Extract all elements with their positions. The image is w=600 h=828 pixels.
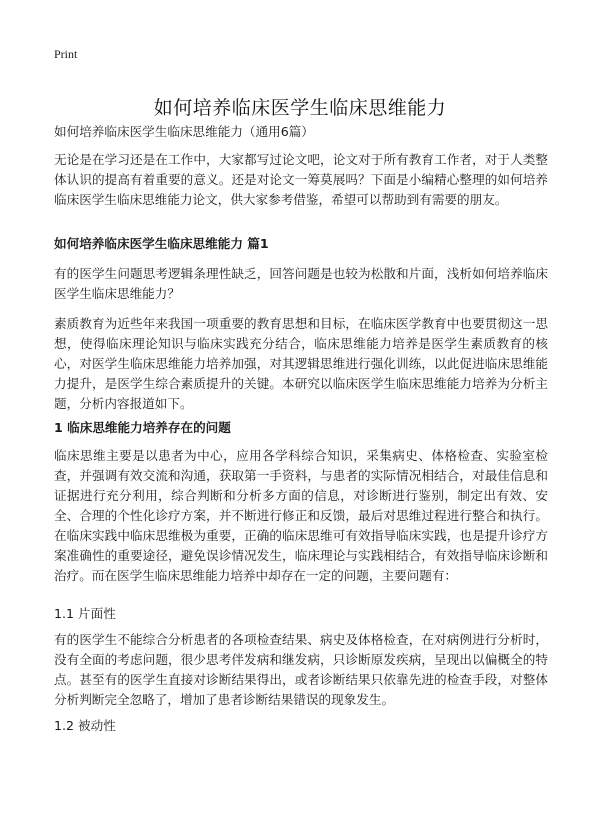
subsection-1-1-heading: 1.1 片面性	[54, 606, 116, 621]
page-title: 如何培养临床医学生临床思维能力	[153, 96, 447, 119]
subsection-1-2-heading: 1.2 被动性	[54, 718, 116, 733]
intro-paragraph: 无论是在学习还是在工作中，大家都写过论文吧，论文对于所有教育工作者，对于人类整体认识的提高有着重要的意义。还是对论文一筹莫展吗？下面是小编精心整理的如何培养临床医学生临床思维能力论文，供大家参考借鉴，希望可以帮助到有需要的朋友。	[54, 152, 548, 207]
part-1-heading: 1 临床思维能力培养存在的问题	[54, 420, 231, 435]
section-1-heading: 如何培养临床医学生临床思维能力 篇1	[54, 236, 269, 251]
subsection-1-1-paragraph: 有的医学生不能综合分析患者的各项检查结果、病史及体格检查，在对病例进行分析时，没有全面的考虑问题，很少思考伴发病和继发病，只诊断原发疾病，呈现出以偏概全的特点。甚至有的医学生直接对诊断结果得出，或者诊断结果只依靠先进的检查手段，对整体分析判断完全忽略了，增加了患者诊断结果错误的现象发生。	[54, 632, 548, 707]
part-1-paragraph: 临床思维主要是以患者为中心，应用各学科综合知识，采集病史、体格检查、实验室检查，并强调有效交流和沟通，获取第一手资料，与患者的实际情况相结合，对最佳信息和证据进行充分利用，综合判断和分析多方面的信息，对诊断进行鉴别，制定出有效、安全、合理的个性化诊疗方案，并不断进行修正和反馈，最后对思维过程进行整合和执行。在临床实践中临床思维极为重要，正确的临床思维可有效指导临床实践，也是提升诊疗方案准确性的重要途径，避免误诊情况发生，临床理论与实践相结合，有效指导临床诊断和治疗。而在医学生临床思维能力培养中却存在一定的问题，主要问题有：	[54, 448, 548, 583]
print-label[interactable]: Print	[54, 47, 78, 61]
section-1-paragraph-1: 有的医学生问题思考逻辑条理性缺乏，回答问题是也较为松散和片面，浅析如何培养临床医学生临床思维能力？	[54, 266, 548, 301]
section-1-paragraph-2: 素质教育为近些年来我国一项重要的教育思想和目标，在临床医学教育中也要贯彻这一思想，使得临床理论知识与临床实践充分结合，临床思维能力培养是医学生素质教育的核心，对医学生临床思维能力培养加强，对其逻辑思维进行强化训练，以此促进临床思维能力提升，是医学生综合素质提升的关键。本研究以临床医学生临床思维能力培养为分析主题，分析内容报道如下。	[54, 316, 548, 411]
subtitle: 如何培养临床医学生临床思维能力（通用6篇）	[54, 124, 314, 139]
